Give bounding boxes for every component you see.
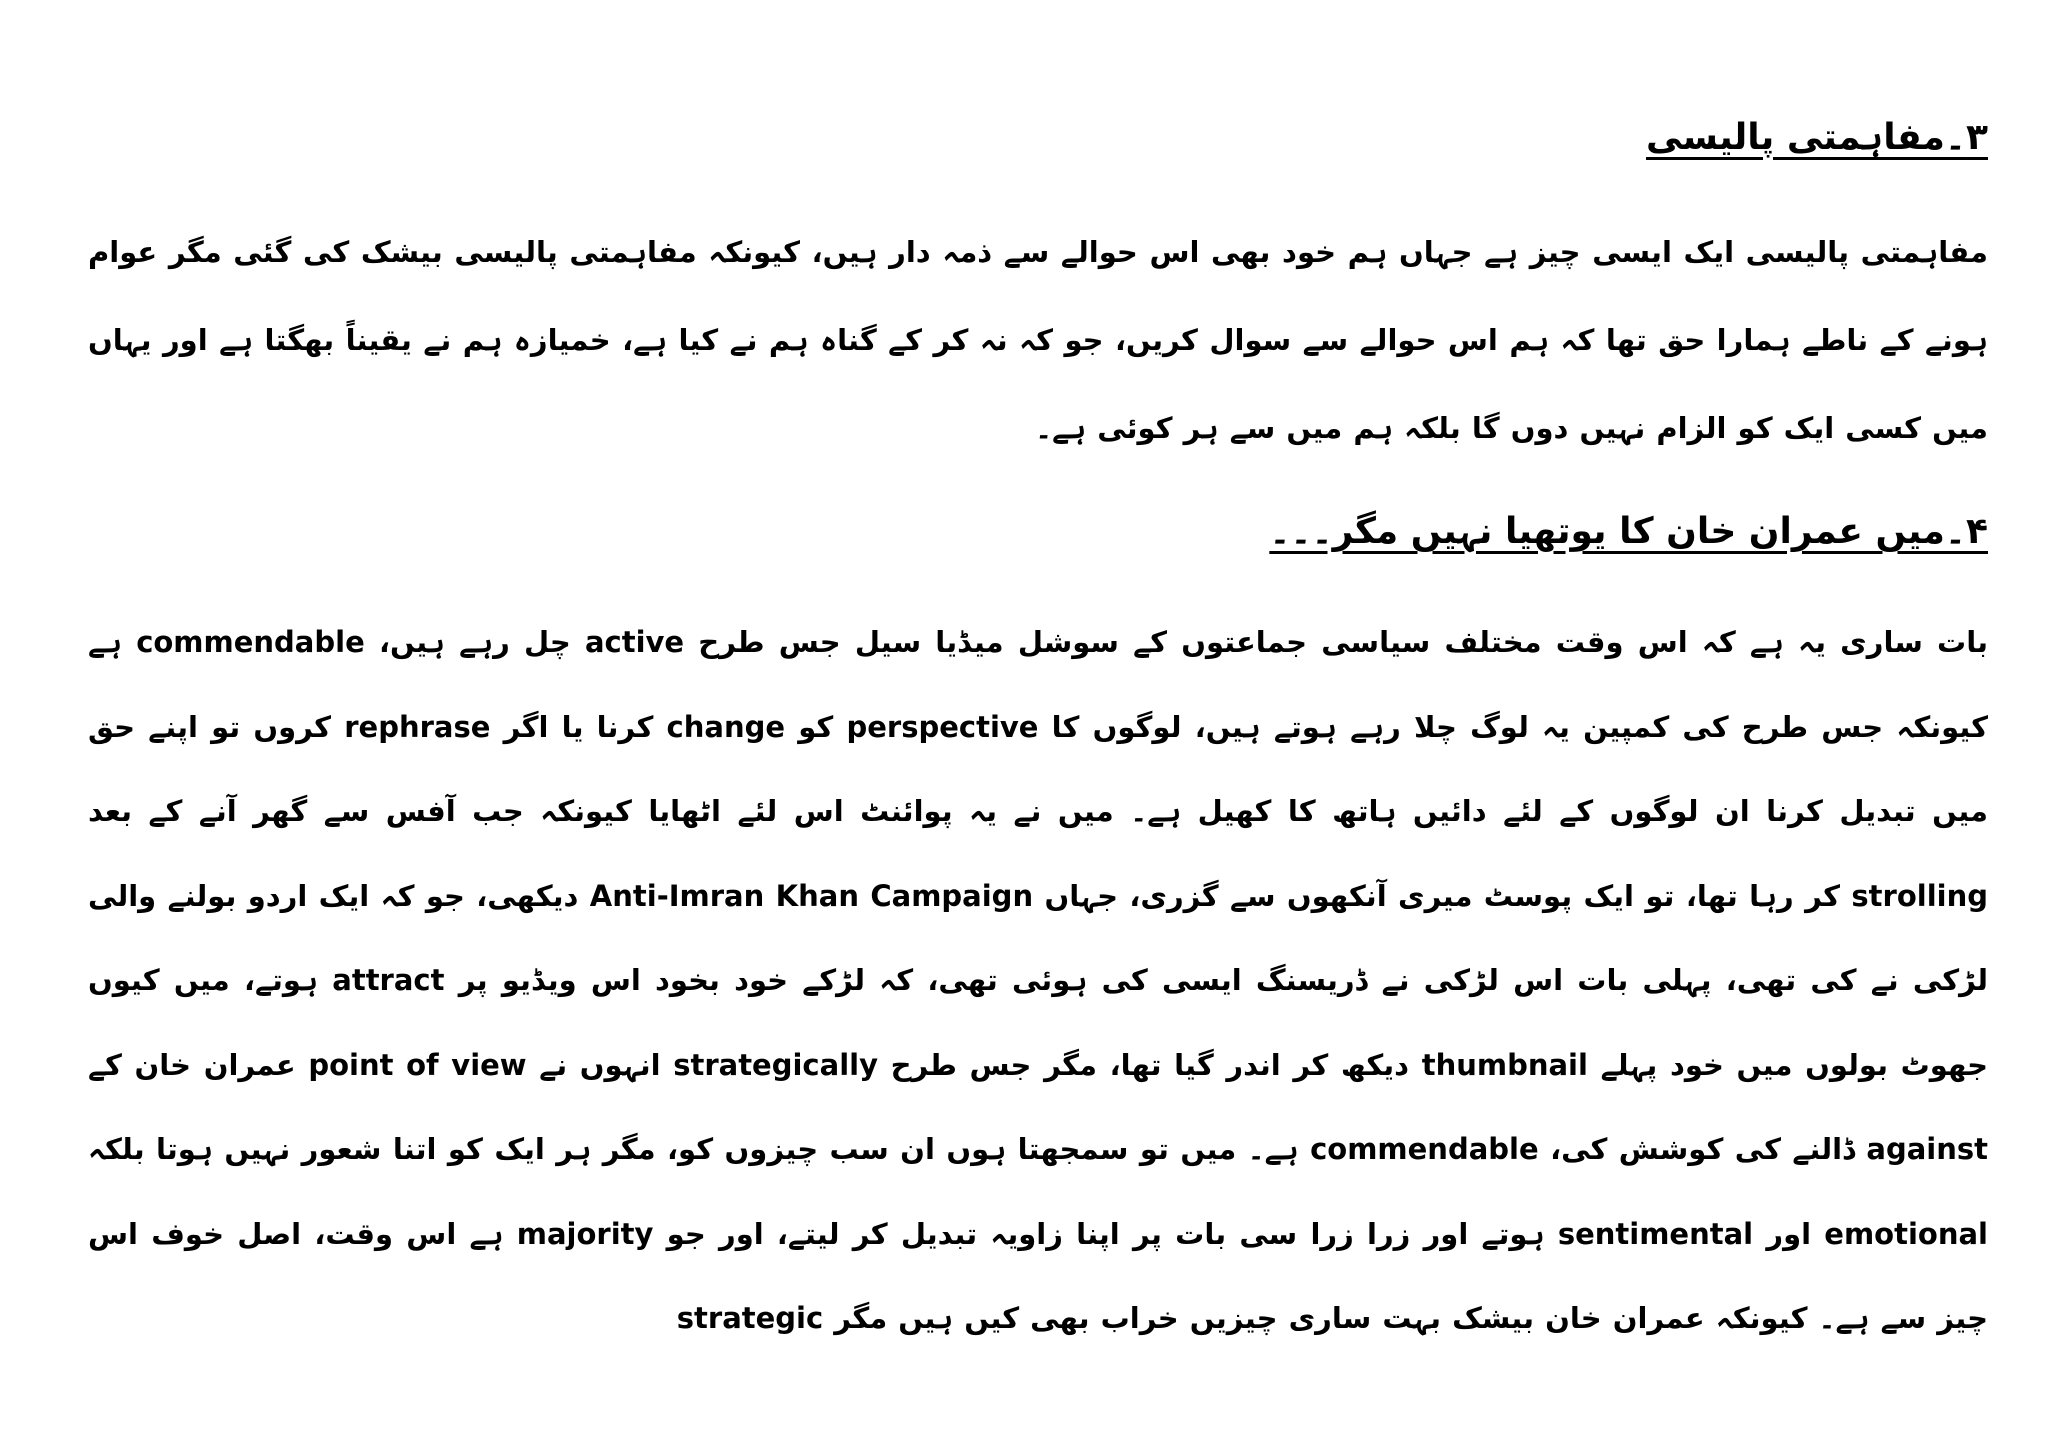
paragraph-text: بات ساری یہ ہے کہ اس وقت مختلف سیاسی جماعتوں کے سوشل میڈیا سیل جس طرح active چل رہے ہیں، commendable ہے کیونکہ جس طرح کی کمپین یہ لوگ چلا رہے ہوتے ہیں، لوگوں کا perspective کو change کرنا یا اگر rephrase کروں تو اپنے حق میں تبدیل کرنا ان لوگوں کے لئے دائیں ہاتھ کا کھیل ہے۔ میں نے یہ پوائنٹ اس لئے اٹھایا کیونکہ جب آفس سے گھر آنے کے بعد strolling کر رہا تھا، تو ایک پوسٹ میری آنکھوں سے گزری، جہاں Anti-Imran Khan Campaign دیکھی، جو کہ ایک اردو بولنے والی لڑکی نے کی تھی، پہلی بات اس لڑکی نے ڈریسنگ ایسی کی ہوئی تھی، کہ لڑکے خود بخود اس ویڈیو پر attract ہوتے، میں کیوں جھوٹ بولوں میں خود پہلے thumbnail دیکھ کر اندر گیا تھا، مگر جس طرح strategically انہوں نے point of view عمران خان کے against ڈالنے کی کوشش کی، commendable ہے۔ میں تو سمجھتا ہوں ان سب چیزوں کو، مگر ہر ایک کو اتنا شعور نہیں ہوتا بلکہ emotional اور sentimental ہوتے اور زرا زرا سی بات پر اپنا زاویہ تبدیل کر لیتے، اور جو majority ہے اس وقت، اصل خوف اس چیز سے ہے۔ کیونکہ عمران خان بیشک بہت ساری چیزیں خراب بھی کیں ہیں مگر strategic bbox=[88, 625, 1989, 1335]
section-heading-conciliation-policy: ۳۔مفاہمتی پالیسی bbox=[1646, 117, 1988, 158]
paragraph-text: مفاہمتی پالیسی ایک ایسی چیز ہے جہاں ہم خود بھی اس حوالے سے ذمہ دار ہیں، کیونکہ مفاہمتی پالیسی بیشک کی گئی مگر عوام ہونے کے ناطے ہمارا حق تھا کہ ہم اس حوالے سے سوال کریں، جو کہ نہ کر کے گناہ ہم نے کیا ہے، خمیازہ ہم نے یقیناً بھگتا ہے اور یہاں میں کسی ایک کو الزام نہیں دوں گا بلکہ ہم میں سے ہر کوئی ہے۔ bbox=[88, 235, 1988, 445]
section-paragraph-not-youthia bbox=[88, 600, 1988, 1361]
section-paragraph-conciliation-policy bbox=[88, 208, 1988, 472]
section-heading-not-youthia: ۴۔میں عمران خان کا یوتھیا نہیں مگر۔۔۔ bbox=[1269, 511, 1988, 552]
